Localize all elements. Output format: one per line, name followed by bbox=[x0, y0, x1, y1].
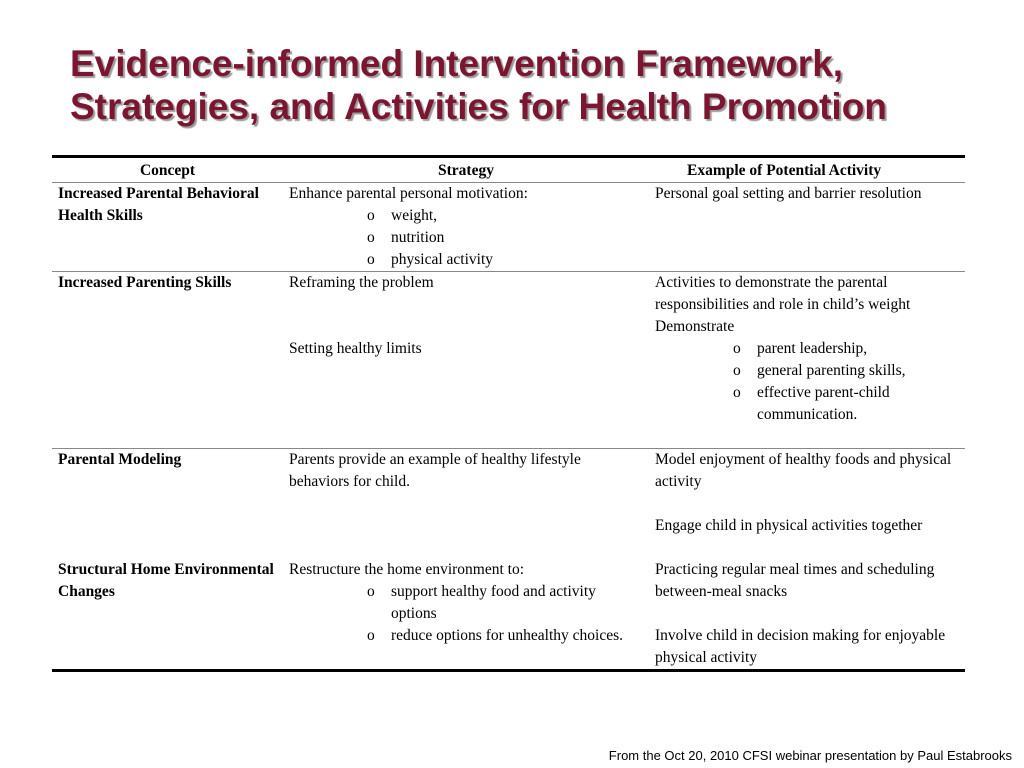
bullet-mark: o bbox=[733, 384, 741, 401]
activity-cell bbox=[649, 559, 965, 671]
concept-cell: Increased Parental Behavioral Health Skills bbox=[52, 183, 283, 272]
strategy-cell bbox=[283, 183, 649, 272]
header-activity: Example of Potential Activity bbox=[649, 157, 965, 183]
activity-cell bbox=[649, 272, 965, 449]
bullet-text: weight, bbox=[391, 207, 438, 224]
bullet-item bbox=[367, 227, 643, 249]
strategy-text: Setting healthy limits bbox=[289, 340, 422, 357]
bullet-mark: o bbox=[733, 340, 741, 357]
bullet-mark: o bbox=[367, 627, 375, 644]
header-strategy: Strategy bbox=[283, 157, 649, 183]
activity-text: Model enjoyment of healthy foods and physical activity bbox=[655, 451, 952, 490]
header-row bbox=[52, 157, 965, 183]
bullet-mark: o bbox=[367, 207, 375, 224]
table-row bbox=[52, 272, 965, 449]
title-line-2: Strategies, and Activities for Health Promotion bbox=[70, 86, 887, 127]
bullet-item bbox=[733, 360, 959, 382]
strategy-cell: Parents provide an example of healthy lifestyle behaviors for child. bbox=[289, 451, 581, 490]
bullet-text: parent leadership, bbox=[757, 340, 868, 357]
bullet-mark: o bbox=[367, 229, 375, 246]
bullet-text: physical activity bbox=[391, 251, 494, 268]
activity-cell: Personal goal setting and barrier resolution bbox=[649, 183, 965, 272]
table-row bbox=[52, 183, 965, 272]
strategy-text: Reframing the problem bbox=[289, 274, 434, 291]
table-row bbox=[52, 559, 965, 671]
bullet-item bbox=[367, 205, 643, 227]
slide-title bbox=[70, 42, 1000, 128]
bullet-mark: o bbox=[367, 251, 375, 268]
activity-text: Activities to demonstrate the parental responsibilities and role in child’s weight bbox=[655, 274, 911, 313]
framework-table bbox=[52, 155, 965, 672]
activity-intro: Demonstrate bbox=[655, 318, 735, 335]
spacer bbox=[655, 537, 959, 559]
bullet-mark: o bbox=[367, 583, 375, 600]
activity-text: Practicing regular meal times and scheduling between-meal snacks bbox=[655, 561, 935, 600]
bullet-item bbox=[733, 382, 959, 426]
bullet-item bbox=[367, 249, 643, 271]
table-row bbox=[52, 449, 965, 560]
bullet-text: effective parent-child communication. bbox=[757, 384, 890, 423]
bullet-item bbox=[367, 625, 643, 647]
bullet-item bbox=[367, 581, 643, 625]
spacer bbox=[655, 426, 959, 448]
header-concept: Concept bbox=[52, 157, 283, 183]
title-line-1: Evidence-informed Intervention Framework, bbox=[70, 43, 844, 84]
activity-text: Engage child in physical activities together bbox=[655, 517, 923, 534]
source-footer: From the Oct 20, 2010 CFSI webinar presentation by Paul Estabrooks bbox=[608, 748, 1012, 763]
strategy-intro: Restructure the home environment to: bbox=[289, 561, 525, 578]
concept-cell: Parental Modeling bbox=[58, 451, 182, 468]
bullet-text: support healthy food and activity options bbox=[391, 583, 596, 622]
activity-cell bbox=[649, 449, 965, 560]
bullet-item bbox=[733, 338, 959, 360]
activity-text: Involve child in decision making for enjoyable physical activity bbox=[655, 627, 946, 666]
strategy-cell bbox=[283, 272, 649, 449]
bullet-text: nutrition bbox=[391, 229, 445, 246]
bullet-text: general parenting skills, bbox=[757, 362, 906, 379]
spacer bbox=[655, 493, 959, 515]
spacer bbox=[655, 603, 959, 625]
strategy-cell bbox=[283, 559, 649, 671]
concept-cell: Structural Home Environmental Changes bbox=[52, 559, 283, 671]
bullet-text: reduce options for unhealthy choices. bbox=[391, 627, 623, 644]
concept-cell: Increased Parenting Skills bbox=[52, 272, 283, 449]
bullet-mark: o bbox=[733, 362, 741, 379]
strategy-intro: Enhance parental personal motivation: bbox=[289, 185, 528, 202]
